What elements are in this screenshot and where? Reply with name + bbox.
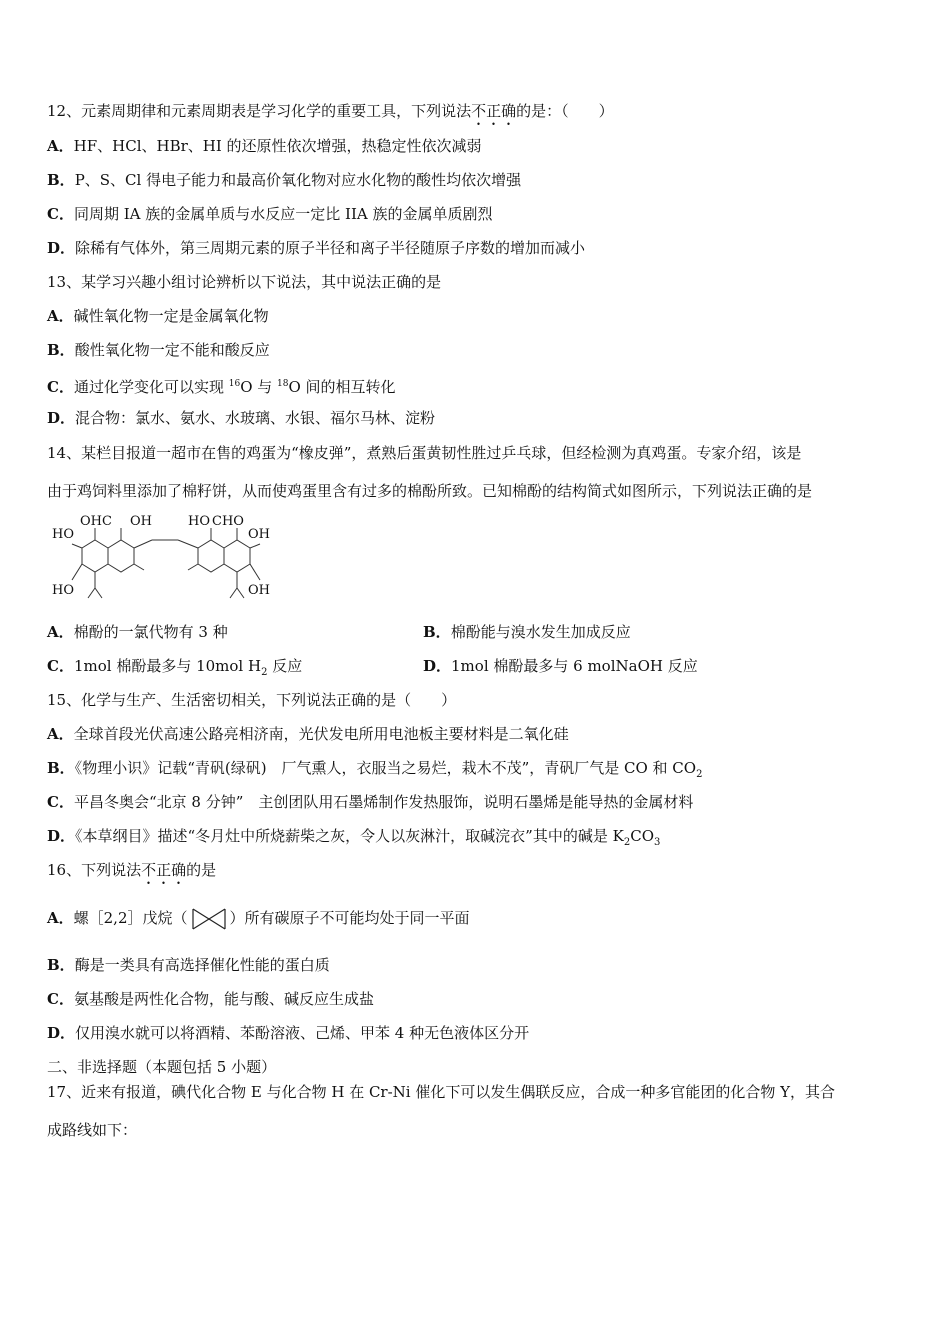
left-ring-2 xyxy=(108,540,134,572)
q13-stem: 13、某学习兴趣小组讨论辨析以下说法，其中说法正确的是 xyxy=(47,273,442,291)
q12-option-d: D．除稀有气体外，第三周期元素的原子半径和离子半径随原子序数的增加而减小 xyxy=(47,239,586,257)
gossypol-structure xyxy=(50,510,280,610)
q16-option-a: A．螺［2,2］戊烷（ ）所有碳原子不可能均处于同一平面 xyxy=(47,904,470,933)
q14-option-a: A．棉酚的一氯代物有 3 种 xyxy=(47,623,228,641)
section-heading: 二、非选择题（本题包括 5 小题） xyxy=(47,1058,277,1076)
q15-option-a: A．全球首段光伏高速公路亮相济南，光伏发电所用电池板主要材料是二氧化硅 xyxy=(47,725,569,743)
q15-option-d: D．《本草纲目》描述“冬月灶中所烧薪柴之灰，令人以灰淋汁，取碱浣衣”其中的碱是 $K_2CO_3$ xyxy=(47,827,661,848)
right-ring-1 xyxy=(198,540,224,572)
q15-option-c: C．平昌冬奥会“北京 8 分钟” 主创团队用石墨烯制作发热服饰，说明石墨烯是能导热的金属材料 xyxy=(47,793,694,811)
q12-option-a: A．HF、HCl、HBr、HI 的还原性依次增强，热稳定性依次减弱 xyxy=(47,137,482,155)
right-ring-2 xyxy=(224,540,250,572)
q13-option-a: A．碱性氧化物一定是金属氧化物 xyxy=(47,307,269,325)
mol-label-ho-left-1: HO xyxy=(52,527,74,542)
mol-label-oh-right-1: OH xyxy=(248,527,270,542)
q16-option-b: B．酶是一类具有高选择催化性能的蛋白质 xyxy=(47,956,330,974)
mol-label-oh-right-2: OH xyxy=(248,583,270,598)
mol-label-ho-top-right: HO xyxy=(188,514,210,529)
q12-option-c: C．同周期 IA 族的金属单质与水反应一定比 IIA 族的金属单质剧烈 xyxy=(47,205,493,223)
q14-option-b: B．棉酚能与溴水发生加成反应 xyxy=(423,623,631,641)
q17-stem-line1: 17、近来有报道，碘代化合物 E 与化合物 H 在 Cr-Ni 催化下可以发生偶联反应，合成一种多官能团的化合物 Y，其合 xyxy=(47,1083,836,1101)
q15-stem: 15、化学与生产、生活密切相关，下列说法正确的是（ ） xyxy=(47,691,457,709)
q14-option-c: C．1mol 棉酚最多与 10mol $H_2$ 反应 xyxy=(47,657,303,678)
q14-options-cd xyxy=(47,656,907,683)
q12-emphasis: 不正确 xyxy=(471,102,517,120)
q14-stem-line1: 14、某栏目报道一超市在售的鸡蛋为“橡皮弹”，煮熟后蛋黄韧性胜过乒乓球，但经检测为真鸡蛋。专家介绍，该是 xyxy=(47,444,802,462)
q13-option-b: B．酸性氧化物一定不能和酸反应 xyxy=(47,341,270,359)
q16-option-d: D．仅用溴水就可以将酒精、苯酚溶液、己烯、甲苯 4 种无色液体区分开 xyxy=(47,1024,530,1042)
q15-option-b: B．《物理小识》记载“青矾(绿矾) 厂气熏人，衣服当之易烂，栽木不茂”，青矾厂气是 CO 和 $CO_2$ xyxy=(47,759,703,780)
mol-label-oh-top-left: OH xyxy=(130,514,152,529)
q13-option-d: D．混合物：氯水、氨水、水玻璃、水银、福尔马林、淀粉 xyxy=(47,409,436,427)
q12-option-b: B．P、S、Cl 得电子能力和最高价氧化物对应水化物的酸性均依次增强 xyxy=(47,171,522,189)
left-ring-1 xyxy=(82,540,108,572)
mol-label-cho: CHO xyxy=(212,514,244,529)
q12-stem-text: 12、元素周期律和元素周期表是学习化学的重要工具，下列说法 xyxy=(47,102,472,120)
q16-option-c: C．氨基酸是两性化合物，能与酸、碱反应生成盐 xyxy=(47,990,374,1008)
spiropentane-icon xyxy=(190,905,228,933)
q14-option-d: D．1mol 棉酚最多与 6 molNaOH 反应 xyxy=(423,657,698,675)
q12-stem-end: 的是：（ ） xyxy=(516,102,614,120)
mol-label-ho-left-2: HO xyxy=(52,583,74,598)
mol-label-ohc: OHC xyxy=(80,514,112,529)
q17-stem-line2: 成路线如下： xyxy=(47,1121,138,1139)
q12-stem xyxy=(47,101,614,129)
q13-option-c: C．通过化学变化可以实现 $^{16}$O 与 $^{18}$O 间的相互转化 xyxy=(47,378,396,396)
q14-stem-line2: 由于鸡饲料里添加了棉籽饼，从而使鸡蛋里含有过多的棉酚所致。已知棉酚的结构简式如图所示，下列说法正确的是 xyxy=(47,482,813,500)
q16-emphasis: 不正确 xyxy=(141,861,187,879)
q14-options-ab xyxy=(47,622,907,642)
q16-stem: 16、下列说法不正确的是 xyxy=(47,861,217,879)
